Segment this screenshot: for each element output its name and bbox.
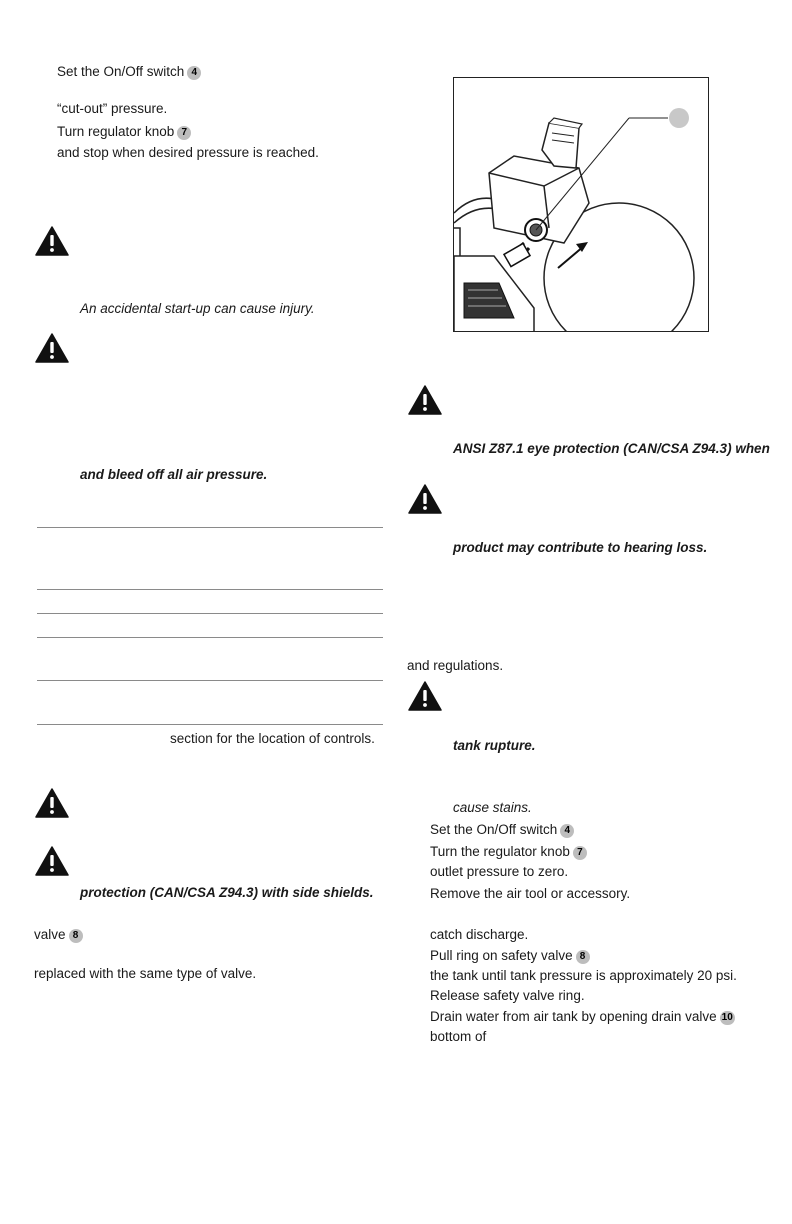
table-rule	[37, 527, 383, 528]
warning-tank-text: tank rupture.	[453, 738, 536, 753]
step-text: Turn regulator knob	[57, 124, 175, 139]
step-set-switch	[57, 64, 201, 80]
compressor-drawing	[454, 78, 709, 332]
step-text: Pull ring on safety valve	[430, 948, 573, 963]
tank-pressure-text: the tank until tank pressure is approximately 20 psi.	[430, 968, 737, 983]
callout-badge: 4	[560, 824, 574, 838]
step-set-switch	[430, 822, 574, 838]
warning-bleed-text: and bleed off all air pressure.	[80, 467, 268, 482]
desired-pressure-text: and stop when desired pressure is reached.	[57, 145, 319, 160]
safety-valve-label	[34, 927, 83, 943]
warning-hearing-text: product may contribute to hearing loss.	[453, 540, 708, 555]
regulations-text: and regulations.	[407, 658, 504, 673]
table-rule	[37, 680, 383, 681]
warning-icon	[35, 846, 69, 876]
table-rule	[37, 637, 383, 638]
step-drain-water	[430, 1009, 735, 1025]
step-regulator	[430, 844, 587, 860]
callout-badge: 10	[721, 1012, 733, 1023]
bottom-of-text: bottom of	[430, 1029, 487, 1044]
table-rule	[37, 589, 383, 590]
warning-icon	[408, 484, 442, 514]
stains-text: cause stains.	[453, 800, 532, 815]
callout-badge: 4	[187, 66, 201, 80]
step-text: Turn the regulator knob	[430, 844, 570, 859]
release-ring-text: Release safety valve ring.	[430, 988, 585, 1003]
warning-startup-text: An accidental start-up can cause injury.	[80, 301, 315, 316]
catch-discharge-text: catch discharge.	[430, 927, 529, 942]
callout-badge: 8	[69, 929, 83, 943]
cut-out-text: “cut-out” pressure.	[57, 101, 168, 116]
callout-badge: 7	[177, 126, 191, 140]
warning-icon	[35, 226, 69, 256]
controls-location-text: section for the location of controls.	[170, 731, 375, 746]
warning-icon	[35, 788, 69, 818]
remove-tool-text: Remove the air tool or accessory.	[430, 886, 631, 901]
valve-text: valve	[34, 927, 66, 942]
warning-eye-protection-text: protection (CAN/CSA Z94.3) with side shields.	[80, 885, 374, 900]
callout-badge: 7	[573, 846, 587, 860]
warning-icon	[408, 681, 442, 711]
table-rule	[37, 613, 383, 614]
step-text: Set the On/Off switch	[57, 64, 185, 79]
callout-badge: 8	[576, 950, 590, 964]
warning-eye-protection-text: ANSI Z87.1 eye protection (CAN/CSA Z94.3) when	[453, 441, 770, 456]
step-pull-ring	[430, 948, 590, 964]
step-text: Drain water from air tank by opening drain valve	[430, 1009, 717, 1024]
step-text: Set the On/Off switch	[430, 822, 558, 837]
step-regulator	[57, 124, 191, 140]
outlet-pressure-text: outlet pressure to zero.	[430, 864, 569, 879]
warning-icon	[35, 333, 69, 363]
valve-replace-text: replaced with the same type of valve.	[34, 966, 257, 981]
regulator-illustration	[453, 77, 709, 332]
table-rule	[37, 724, 383, 725]
warning-icon	[408, 385, 442, 415]
